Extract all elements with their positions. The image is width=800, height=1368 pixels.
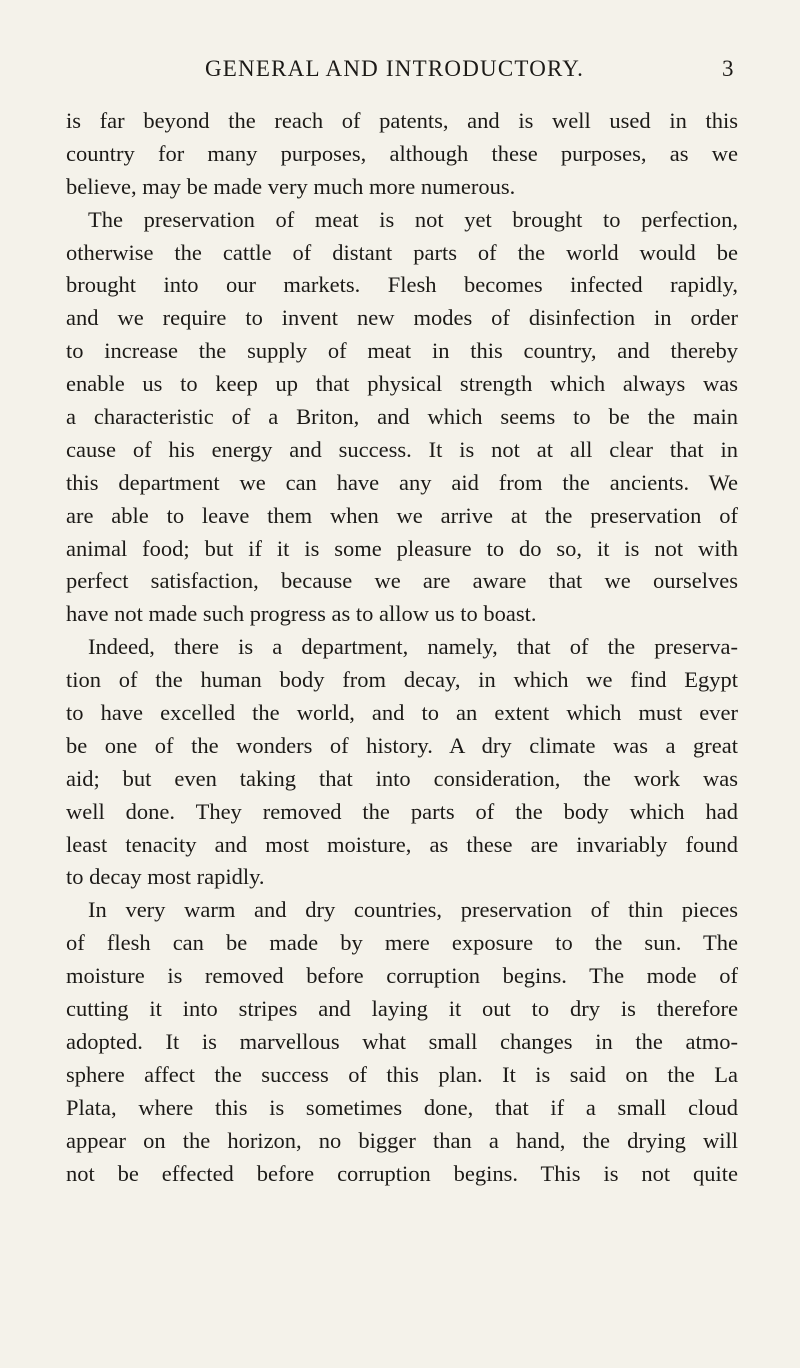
- text-line: well done. They removed the parts of the body which had: [66, 798, 738, 824]
- text-line: animal food; but if it is some pleasure to do so, it is not with: [66, 535, 738, 561]
- text-line: cause of his energy and success. It is not at all clear that in: [66, 436, 738, 462]
- text-line: The preservation of meat is not yet brought to perfection,: [88, 206, 738, 232]
- text-line: to have excelled the world, and to an extent which must ever: [66, 700, 738, 726]
- text-line: to decay most rapidly.: [66, 864, 265, 890]
- text-line: is far beyond the reach of patents, and is well used in this: [66, 108, 738, 133]
- text-line: to increase the supply of meat in this country, and thereby: [66, 338, 738, 364]
- text-line: sphere affect the success of this plan. It is said on the La: [66, 1061, 738, 1087]
- text-line: tion of the human body from decay, in which we find Egypt: [66, 667, 738, 693]
- text-line: moisture is removed before corruption begins. The mode of: [66, 963, 738, 989]
- text-line: appear on the horizon, no bigger than a hand, the drying will: [66, 1127, 738, 1153]
- text-line: otherwise the cattle of distant parts of the world would be: [66, 239, 738, 265]
- text-line: Indeed, there is a department, namely, that of the preserva-: [88, 634, 738, 660]
- page-number: 3: [722, 56, 734, 81]
- text-line: country for many purposes, although these purposes, as we: [66, 140, 738, 166]
- text-line: cutting it into stripes and laying it out to dry is therefore: [66, 996, 738, 1022]
- text-line: believe, may be made very much more numerous.: [66, 173, 516, 199]
- text-line: least tenacity and most moisture, as these are invariably found: [66, 831, 738, 857]
- text-line: adopted. It is marvellous what small changes in the atmo-: [66, 1028, 738, 1054]
- text-line: In very warm and dry countries, preservation of thin pieces: [88, 897, 738, 923]
- text-line: of flesh can be made by mere exposure to the sun. The: [66, 930, 738, 956]
- text-line: be one of the wonders of history. A dry climate was a great: [66, 732, 738, 758]
- text-line: not be effected before corruption begins. This is not quite: [66, 1160, 738, 1186]
- text-line: a characteristic of a Briton, and which seems to be the main: [66, 404, 738, 430]
- text-line: have not made such progress as to allow us to boast.: [66, 601, 537, 627]
- body-text: [66, 105, 738, 1190]
- text-line: Plata, where this is sometimes done, that if a small cloud: [66, 1094, 738, 1120]
- text-line: this department we can have any aid from the ancients. We: [66, 469, 738, 495]
- text-line: and we require to invent new modes of disinfection in order: [66, 305, 738, 331]
- text-line: aid; but even taking that into consideration, the work was: [66, 765, 738, 791]
- text-line: brought into our markets. Flesh becomes infected rapidly,: [66, 272, 738, 298]
- text-line: enable us to keep up that physical strength which always was: [66, 371, 738, 397]
- text-line: perfect satisfaction, because we are aware that we ourselves: [66, 568, 738, 594]
- text-line: are able to leave them when we arrive at the preservation of: [66, 502, 738, 528]
- running-head: GENERAL AND INTRODUCTORY.: [205, 56, 585, 81]
- page-header: [0, 56, 800, 88]
